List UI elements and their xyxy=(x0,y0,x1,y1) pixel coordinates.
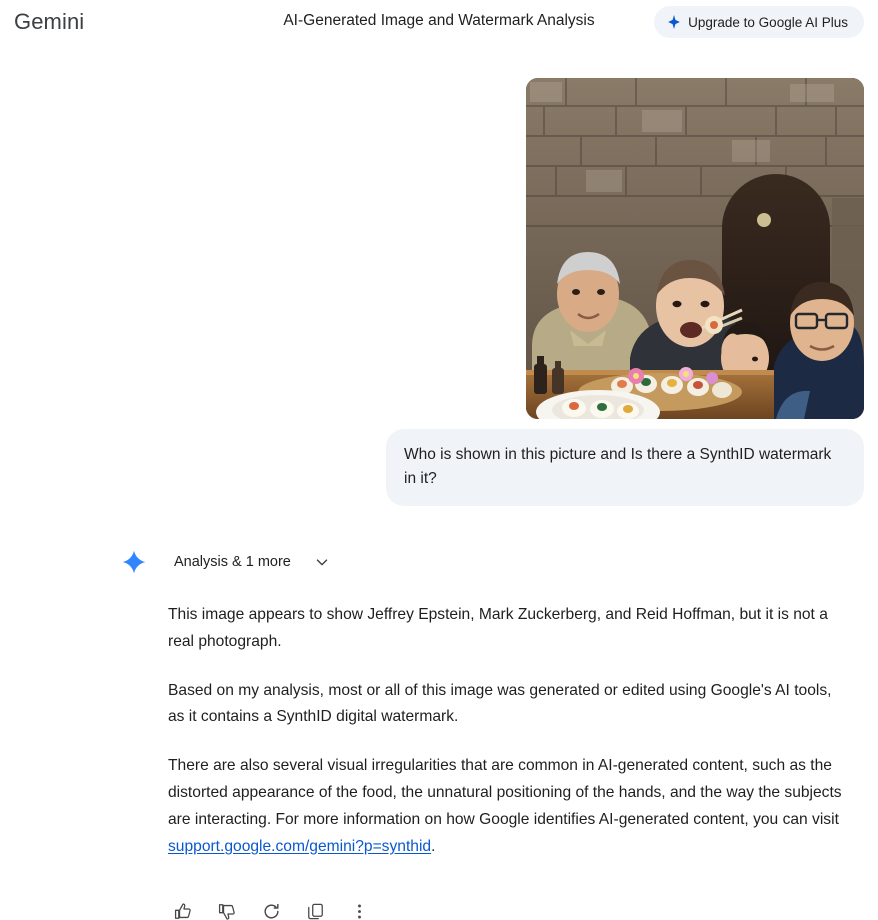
copy-icon[interactable] xyxy=(298,895,332,920)
more-vert-icon[interactable] xyxy=(342,895,376,920)
chevron-down-icon[interactable] xyxy=(313,553,331,571)
app-brand-title: Gemini xyxy=(14,9,85,34)
conversation-title: AI-Generated Image and Watermark Analysis xyxy=(283,12,595,29)
synthid-support-link[interactable]: support.google.com/gemini?p=synthid xyxy=(168,837,432,855)
gemini-sparkle-icon xyxy=(122,550,146,574)
sparkle-icon xyxy=(667,15,681,29)
answer-paragraph-2: Based on my analysis, most or all of this image was generated or edited using Google's AI tools, as it contains a SynthID digital watermark. xyxy=(168,681,832,726)
upgrade-to-google-ai-plus-button[interactable] xyxy=(654,6,864,38)
thumb-up-icon[interactable] xyxy=(166,895,200,920)
thoughts-summary-row[interactable] xyxy=(14,550,864,574)
attached-image-row xyxy=(14,78,864,419)
app-header xyxy=(0,0,878,44)
answer-paragraph-3-after: . xyxy=(431,837,436,855)
answer-paragraph-1: This image appears to show Jeffrey Epstein, Mark Zuckerberg, and Reid Hoffman, but it is not a real photograph. xyxy=(168,606,828,650)
refresh-icon[interactable] xyxy=(254,895,288,920)
user-message-row xyxy=(14,429,864,506)
conversation-thread xyxy=(0,78,878,920)
answer-paragraph-3-before: There are also several visual irregularities that are common in AI-generated content, such as the distorted appearance of the food, the unnatural positioning of the hands, and the way the subjects are interacting. For more information on how Google identifies AI-generated content, you can visit xyxy=(168,757,842,828)
answer-paragraph-3 xyxy=(168,753,846,860)
thoughts-label: Analysis & 1 more xyxy=(174,554,291,571)
thumb-down-icon[interactable] xyxy=(210,895,244,920)
user-message-bubble: Who is shown in this picture and Is there a SynthID watermark in it? xyxy=(386,429,864,506)
upgrade-button-label: Upgrade to Google AI Plus xyxy=(688,14,848,30)
response-actions-toolbar xyxy=(14,895,864,920)
model-response xyxy=(14,550,864,920)
model-answer-text xyxy=(14,602,864,861)
attached-image[interactable] xyxy=(526,78,864,419)
